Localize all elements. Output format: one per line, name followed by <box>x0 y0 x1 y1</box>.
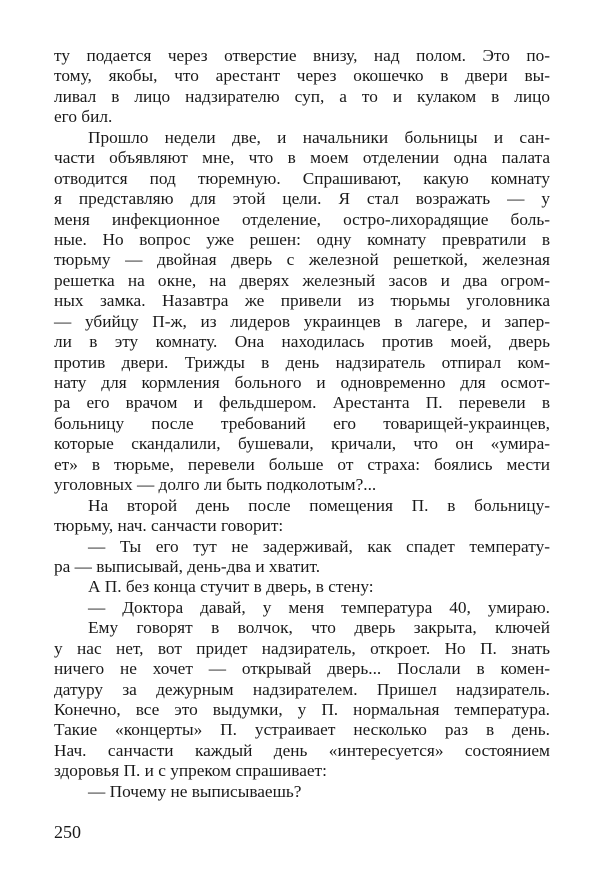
text-line: уголовных — долго ли быть подколотым?... <box>54 475 377 495</box>
text-line: А П. без конца стучит в дверь, в стену: <box>88 577 374 597</box>
text-line: ливал в лицо надзирателю суп, а то и кулаком в лицо <box>54 86 550 106</box>
text-line: Такие «концерты» П. устраивает несколько раз в день. <box>54 720 550 740</box>
paragraph <box>54 782 550 802</box>
paragraph <box>54 618 550 782</box>
text-line: решетка на окне, на дверях железный засов и два огром- <box>54 270 550 290</box>
text-line: меня инфекционное отделение, остро-лихорадящие боль- <box>54 209 550 229</box>
text-line: ли в эту комнату. Она находилась против моей, дверь <box>54 332 550 352</box>
text-line: тому, якобы, что арестант через окошечко в двери вы- <box>54 66 550 86</box>
page-number: 250 <box>54 822 81 842</box>
text-line: против двери. Трижды в день надзиратель отпирал ком- <box>54 352 550 372</box>
text-line: — Ты его тут не задерживай, как спадет температу- <box>88 536 550 556</box>
paragraph <box>54 496 550 537</box>
text-line: больницу после требований его товарищей-украинцев, <box>54 413 550 433</box>
paragraph <box>54 577 550 597</box>
paragraph <box>54 128 550 496</box>
text-line: — убийцу П-ж, из лидеров украинцев в лагере, и запер- <box>54 311 550 331</box>
text-line: ные. Но вопрос уже решен: одну комнату превратили в <box>54 229 550 249</box>
text-line: нату для кормления больного и одновременно для осмот- <box>54 373 550 392</box>
text-line: Конечно, все это выдумки, у П. нормальная температура. <box>54 700 550 719</box>
page-body-text <box>54 46 550 802</box>
text-line: Нач. санчасти каждый день «интересуется» состоянием <box>54 740 550 760</box>
text-line: ра — выписывай, день-два и хватит. <box>54 556 321 576</box>
text-line: тюрьму — двойная дверь с железной решеткой, железная <box>54 250 550 270</box>
paragraph <box>54 46 550 128</box>
text-line: части объявляют мне, что в моем отделении одна палата <box>54 148 550 168</box>
paragraph <box>54 537 550 578</box>
text-line: Ему говорят в волчок, что дверь закрыта, ключей <box>88 618 550 638</box>
paragraph <box>54 598 550 618</box>
text-line: ничего не хочет — открывай дверь... Послали в комен- <box>54 659 550 679</box>
text-line: здоровья П. и с упреком спрашивает: <box>54 761 327 781</box>
text-line: ет» в тюрьме, перевели больше от страха: боялись мести <box>54 454 550 474</box>
text-line: я представляю для этой цели. Я стал возражать — у <box>54 189 550 209</box>
text-line: ных замка. Назавтра же привели из тюрьмы уголовника <box>54 291 550 311</box>
text-line: датуру за дежурным надзирателем. Пришел надзиратель. <box>54 679 550 699</box>
text-line: — Почему не выписываешь? <box>88 781 302 801</box>
text-line: отводится под тюремную. Спрашивают, какую комнату <box>54 168 550 188</box>
text-line: ра его врачом и фельдшером. Арестанта П. перевели в <box>54 393 550 413</box>
text-line: На второй день после помещения П. в больницу- <box>88 495 550 515</box>
text-line: Прошло недели две, и начальники больницы и сан- <box>88 127 550 147</box>
text-line: у нас нет, вот придет надзиратель, откроет. Но П. знать <box>54 638 550 658</box>
text-line: ту подается через отверстие внизу, над полом. Это по- <box>54 46 550 65</box>
text-line: — Доктора давай, у меня температура 40, умираю. <box>88 597 550 617</box>
text-line: которые скандалили, бушевали, кричали, что он «умира- <box>54 434 550 454</box>
text-line: его бил. <box>54 107 113 127</box>
text-line: тюрьму, нач. санчасти говорит: <box>54 516 284 536</box>
